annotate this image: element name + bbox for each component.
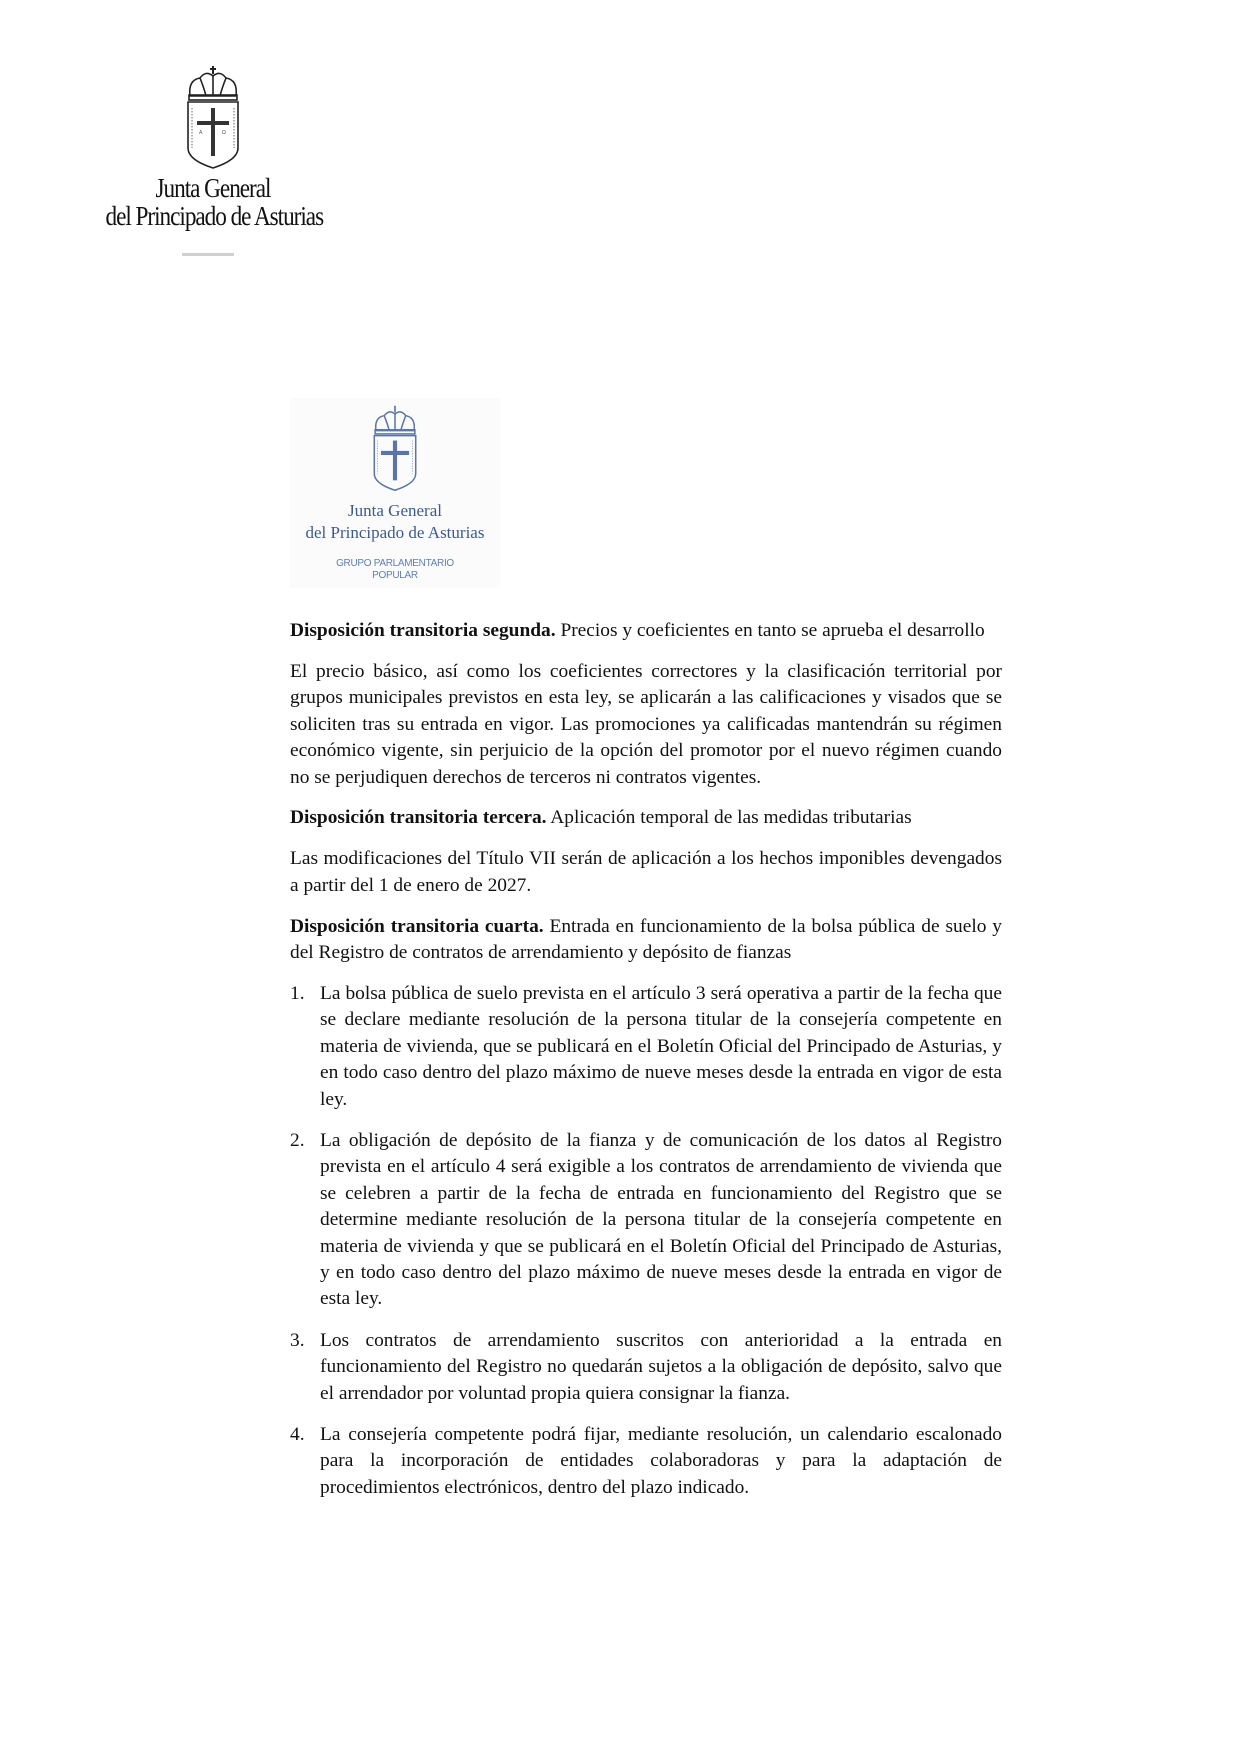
group-name-line1: GRUPO PARLAMENTARIO	[336, 558, 454, 569]
section-body-tercera: Las modificaciones del Título VII serán de aplicación a los hechos imponibles devengados a partir del 1 de enero de 2027.	[290, 848, 1002, 896]
list-item-number: 2.	[290, 1130, 305, 1151]
svg-text:Ω: Ω	[222, 130, 226, 136]
document-body	[290, 618, 1002, 1516]
group-name-line2: POPULAR	[372, 570, 418, 581]
section-heading-segunda	[290, 618, 1002, 644]
list-item-number: 3.	[290, 1329, 305, 1351]
section-heading-label: Disposición transitoria segunda.	[290, 620, 556, 641]
section-body-segunda: El precio básico, así como los coeficientes correctores y la clasificación territorial por grupos municipales previstos en esta ley, se aplicarán a las calificaciones y visados que se soliciten tras su entrada en vigor. Las promociones ya calificadas mantendrán su régimen económico vigente, sin perjuicio de la opción del promotor por el nuevo régimen cuando no se perjudiquen derechos de terceros ni contratos vigentes.	[290, 660, 1002, 788]
list-item	[290, 1328, 1002, 1407]
group-logo-name-line1: Junta General	[348, 501, 442, 520]
list-item	[290, 981, 1002, 1113]
parliamentary-group-logo	[290, 398, 500, 588]
section-subtitle: Aplicación temporal de las medidas tributarias	[546, 807, 912, 829]
section-subtitle: Entrada en funcionamiento de la bolsa pública de suelo y del Registro de contratos de arrendamiento y depósito de fianzas	[290, 915, 1002, 964]
institution-name-line1: Junta General	[155, 173, 271, 203]
asturias-coat-of-arms-icon	[178, 62, 248, 172]
list-item-text: La obligación de depósito de la fianza y de comunicación de los datos al Registro prevista en el artículo 4 será exigible a los contratos de arrendamiento de vivienda que se celebren a partir de la fecha de entrada en funcionamiento del Registro que se determine mediante resolución de la persona titular de la consejería competente en materia de vivienda y que se publicará en el Boletín Oficial del Principado de Asturias, y en todo caso dentro del plazo máximo de nueve meses desde la entrada en vigor de esta ley.	[320, 1130, 1002, 1310]
header-divider	[182, 253, 234, 256]
list-item-text: La bolsa pública de suelo prevista en el artículo 3 será operativa a partir de la fecha que se declare mediante resolución de la persona titular de la consejería competente en materia de vivienda, que se publicará en el Boletín Oficial del Principado de Asturias, y en todo caso dentro del plazo máximo de nueve meses desde la entrada en vigor de esta ley.	[320, 982, 1002, 1110]
section-heading-label: Disposición transitoria cuarta.	[290, 915, 544, 937]
institution-name-line2: del Principado de Asturias	[105, 201, 324, 231]
list-item-text: La consejería competente podrá fijar, mediante resolución, un calendario escalonado para la incorporación de entidades colaboradoras y para la adaptación de procedimientos electrónicos, dentro del plazo indicado.	[320, 1424, 1002, 1498]
asturias-coat-of-arms-icon	[366, 402, 424, 494]
list-item	[290, 1422, 1002, 1501]
numbered-list	[290, 981, 1002, 1501]
section-subtitle: Precios y coeficientes en tanto se aprueba el desarrollo	[555, 620, 985, 641]
section-heading-tercera	[290, 805, 1002, 831]
list-item-number: 4.	[290, 1424, 305, 1446]
list-item-number: 1.	[290, 982, 305, 1004]
list-item-text: Los contratos de arrendamiento suscritos con anterioridad a la entrada en funcionamiento del Registro no quedarán sujetos a la obligación de depósito, salvo que el arrendador por voluntad propia quiera consignar la fianza.	[320, 1329, 1002, 1404]
list-item	[290, 1128, 1002, 1313]
section-heading-cuarta	[290, 914, 1002, 967]
section-heading-label: Disposición transitoria tercera.	[290, 807, 547, 829]
group-logo-name-line2: del Principado de Asturias	[305, 523, 485, 542]
institution-logo	[88, 62, 338, 230]
svg-text:A: A	[199, 130, 203, 136]
